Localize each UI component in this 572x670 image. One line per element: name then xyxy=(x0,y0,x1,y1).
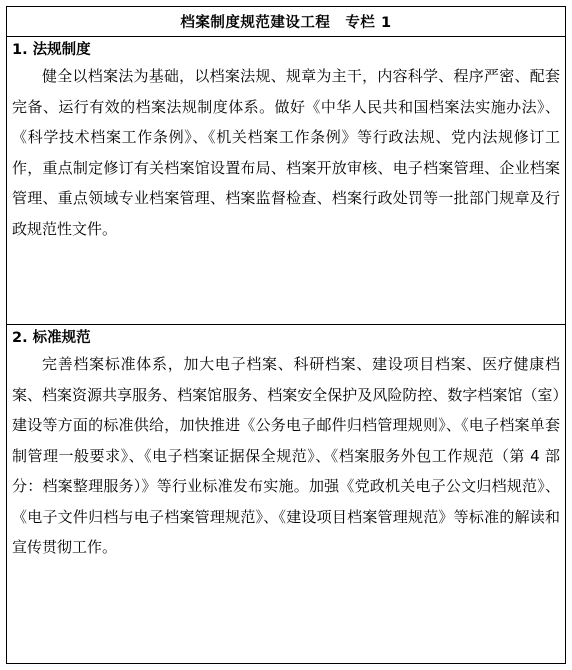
section-body-regulations: 健全以档案法为基础，以档案法规、规章为主干，内容科学、程序严密、配套完备、运行有效的档案法规制度体系。做好《中华人民共和国档案法实施办法》、《科学技术档案工作条例》、《机关档案工作条例》等行政法规、党内法规修订工作，重点制定修订有关档案馆设置布局、档案开放审核、电子档案管理、企业档案管理、重点领域专业档案管理、档案监督检查、档案行政处罚等一批部门规章及行政规范性文件。 xyxy=(12,67,560,238)
section-standards xyxy=(7,325,565,663)
section-heading-standards: 2. 标准规范 xyxy=(12,330,91,346)
section-heading-regulations: 1. 法规制度 xyxy=(12,42,91,58)
section-regulations xyxy=(7,37,565,325)
section-body-standards: 完善档案标准体系，加大电子档案、科研档案、建设项目档案、医疗健康档案、档案资源共享服务、档案馆服务、档案安全保护及风险防控、数字档案馆（室）建设等方面的标准供给，加快推进《公务电子邮件归档管理规则》、《电子档案单套制管理一般要求》、《电子档案证据保全规范》、《档案服务外包工作规范（第 4 部分：档案整理服务）》等行业标准发布实施。加强《党政机关电子公文归档规范》、《电子文件归档与电子档案管理规范》、《建设项目档案管理规范》等标准的解读和宣传贯彻工作。 xyxy=(12,355,560,556)
column-title: 档案制度规范建设工程 专栏 1 xyxy=(7,7,565,37)
column-box xyxy=(6,6,566,664)
